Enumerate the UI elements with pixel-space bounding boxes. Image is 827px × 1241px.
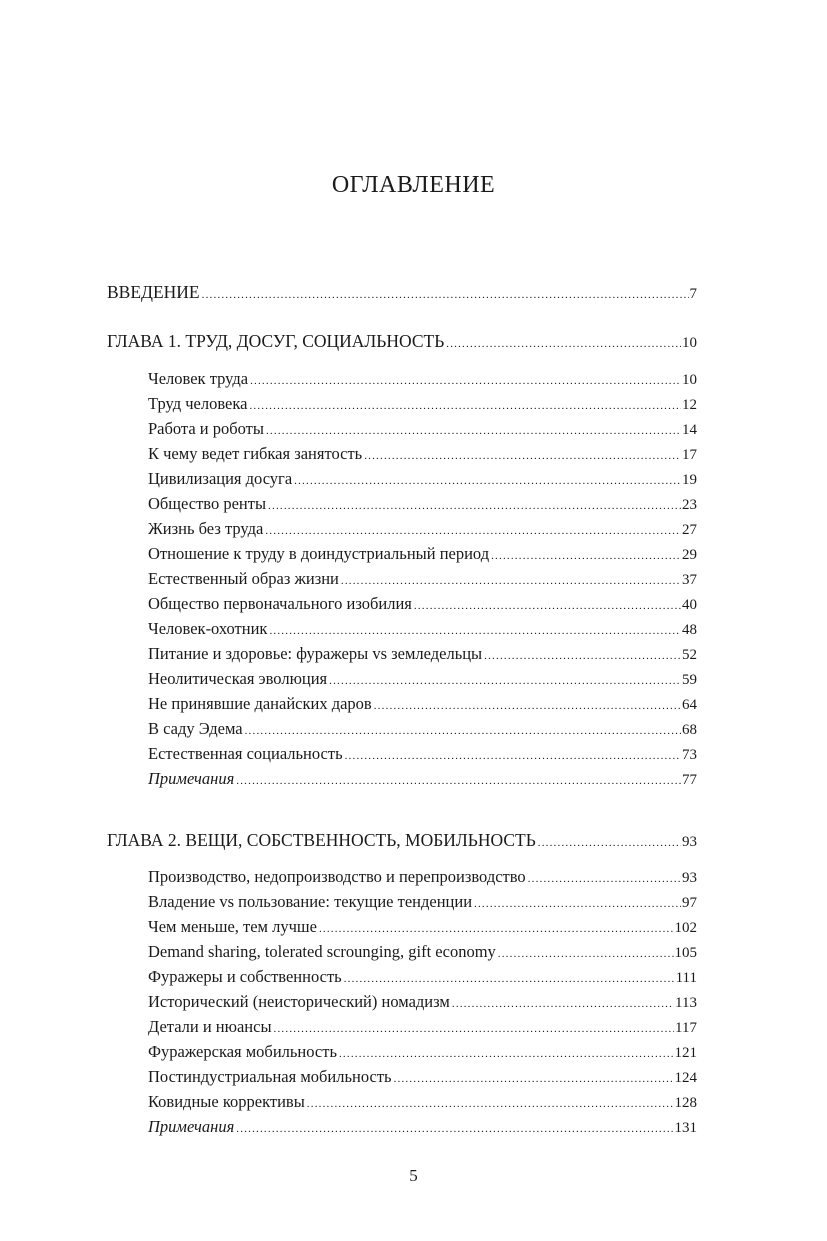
dot-leader (498, 944, 674, 964)
toc-entry-page: 117 (675, 1020, 697, 1036)
toc-entry-label: Demand sharing, tolerated scrounging, gift economy (148, 942, 496, 961)
toc-entry-label: Жизнь без труда (148, 519, 264, 538)
toc-entry-label: ГЛАВА 1. ТРУД, ДОСУГ, СОЦИАЛЬНОСТЬ (107, 331, 445, 351)
toc-entry-label: Цивилизация досуга (148, 469, 293, 488)
toc-entry-page: 17 (682, 447, 697, 463)
toc-entry-label: Общество ренты (148, 494, 267, 513)
dot-leader (452, 994, 674, 1014)
toc-entry-page: 14 (682, 422, 697, 438)
toc-entry[interactable] (148, 719, 697, 741)
toc-entry-chapter-2[interactable] (107, 830, 697, 853)
toc-entry-label: В саду Эдема (148, 719, 243, 738)
toc-entry-page: 124 (674, 1070, 697, 1086)
toc-entry-label: Фуражерская мобильность (148, 1042, 337, 1061)
toc-entry[interactable] (148, 569, 697, 591)
toc-entry[interactable] (148, 394, 697, 416)
toc-entry[interactable] (148, 444, 697, 466)
toc-entry-page: 68 (682, 722, 697, 738)
toc-entry-label: К чему ведет гибкая занятость (148, 444, 363, 463)
dot-leader (236, 771, 681, 791)
toc-entry[interactable] (148, 494, 697, 516)
toc-entry-label: Чем меньше, тем лучше (148, 917, 317, 936)
toc-entry-page: 105 (674, 945, 697, 961)
toc-entry-chapter-1[interactable] (107, 331, 697, 354)
toc-entry-page: 23 (682, 497, 697, 513)
dot-leader (266, 421, 681, 441)
dot-leader (394, 1069, 674, 1089)
dot-leader (344, 969, 675, 989)
dot-leader (528, 869, 681, 889)
toc-entry[interactable] (148, 1042, 697, 1064)
toc-entry-page: 59 (682, 672, 697, 688)
toc-entry-page: 12 (682, 397, 697, 413)
toc-entry[interactable] (148, 619, 697, 641)
toc-entry-notes[interactable] (148, 1117, 697, 1139)
toc-entry-page: 73 (682, 747, 697, 763)
toc-entry-label: Работа и роботы (148, 419, 264, 438)
toc-entry-page: 40 (682, 597, 697, 613)
dot-leader (294, 471, 681, 491)
dot-leader (339, 1044, 674, 1064)
toc-entry-label: Примечания (148, 1117, 235, 1136)
toc-entry-page: 97 (682, 895, 697, 911)
toc-entry-page: 64 (682, 697, 697, 713)
toc-entry-page: 131 (674, 1120, 697, 1136)
toc-entry-label: Примечания (148, 769, 235, 788)
toc-entry-label: Отношение к труду в доиндустриальный период (148, 544, 490, 563)
toc-entry-page: 7 (689, 286, 697, 302)
toc-entry-label: Питание и здоровье: фуражеры vs земледельцы (148, 644, 483, 663)
toc-entry-label: Человек-охотник (148, 619, 268, 638)
toc-entry[interactable] (148, 744, 697, 766)
dot-leader (414, 596, 681, 616)
toc-entry-notes[interactable] (148, 769, 697, 791)
page-title: ОГЛАВЛЕНИЕ (331, 172, 496, 198)
toc-entry-introduction[interactable] (107, 282, 697, 305)
dot-leader (341, 571, 681, 591)
page-number: 5 (409, 1166, 418, 1185)
toc-entry-page: 10 (682, 372, 697, 388)
toc-entry-page: 10 (682, 335, 697, 351)
toc-entry-label: Естественный образ жизни (148, 569, 339, 588)
dot-leader (474, 894, 681, 914)
toc-entry-label: Детали и нюансы (148, 1017, 272, 1036)
toc-entry[interactable] (148, 992, 697, 1014)
toc-entry-page: 121 (674, 1045, 697, 1061)
toc-entry-label: Фуражеры и собственность (148, 967, 342, 986)
toc-entry-label: Человек труда (148, 369, 249, 388)
dot-leader (250, 371, 681, 391)
toc-entry-label: Не принявшие данайских даров (148, 694, 372, 713)
toc-entry[interactable] (148, 419, 697, 441)
toc-entry-page: 19 (682, 472, 697, 488)
toc-entry[interactable] (148, 469, 697, 491)
toc-entry[interactable] (148, 1017, 697, 1039)
toc-entry-label: Общество первоначального изобилия (148, 594, 412, 613)
dot-leader (319, 919, 674, 939)
toc-entry[interactable] (148, 519, 697, 541)
toc-entry-page: 111 (675, 970, 697, 986)
toc-entry-label: Постиндустриальная мобильность (148, 1067, 392, 1086)
dot-leader (265, 521, 681, 541)
toc-entry-label: Владение vs пользование: текущие тенденции (148, 892, 473, 911)
dot-leader (268, 496, 681, 516)
toc-entry-page: 93 (682, 870, 697, 886)
toc-entry[interactable] (148, 644, 697, 666)
toc-entry[interactable] (148, 669, 697, 691)
toc-entry[interactable] (148, 369, 697, 391)
toc-entry-page: 93 (682, 834, 697, 850)
dot-leader (274, 1019, 675, 1039)
toc-entry-page: 27 (682, 522, 697, 538)
dot-leader (269, 621, 681, 641)
dot-leader (329, 671, 681, 691)
toc-entry[interactable] (148, 1067, 697, 1089)
toc-entry-page: 102 (674, 920, 697, 936)
dot-leader (446, 334, 681, 354)
toc-entry-label: Естественная социальность (148, 744, 343, 763)
dot-leader (364, 446, 681, 466)
toc-entry-page: 52 (682, 647, 697, 663)
dot-leader (202, 285, 689, 305)
toc-entry-label: Ковидные коррективы (148, 1092, 305, 1111)
dot-leader (345, 746, 681, 766)
toc-entry-label: ГЛАВА 2. ВЕЩИ, СОБСТВЕННОСТЬ, МОБИЛЬНОСТЬ (107, 830, 536, 850)
dot-leader (484, 646, 681, 666)
dot-leader (307, 1094, 674, 1114)
toc-entry[interactable] (148, 544, 697, 566)
toc-entry-label: Труд человека (148, 394, 248, 413)
toc-entry[interactable] (148, 917, 697, 939)
dot-leader (374, 696, 681, 716)
toc-entry[interactable] (148, 967, 697, 989)
toc-entry[interactable] (148, 1092, 697, 1114)
toc-entry-page: 128 (674, 1095, 697, 1111)
toc-entry[interactable] (148, 594, 697, 616)
toc-entry-page: 29 (682, 547, 697, 563)
toc-entry[interactable] (148, 942, 697, 964)
toc-entry-page: 113 (675, 995, 697, 1011)
dot-leader (491, 546, 681, 566)
toc-entry[interactable] (148, 892, 697, 914)
toc-entry-page: 37 (682, 572, 697, 588)
dot-leader (249, 396, 681, 416)
toc-entry-label: Производство, недопроизводство и перепроизводство (148, 867, 526, 886)
toc-entry[interactable] (148, 867, 697, 889)
dot-leader (245, 721, 681, 741)
toc-entry[interactable] (148, 694, 697, 716)
toc-entry-page: 77 (682, 772, 697, 788)
toc-entry-page: 48 (682, 622, 697, 638)
dot-leader (538, 833, 681, 853)
toc-entry-label: ВВЕДЕНИЕ (107, 282, 200, 302)
toc-entry-label: Исторический (неисторический) номадизм (148, 992, 450, 1011)
dot-leader (236, 1119, 673, 1139)
toc-entry-label: Неолитическая эволюция (148, 669, 328, 688)
